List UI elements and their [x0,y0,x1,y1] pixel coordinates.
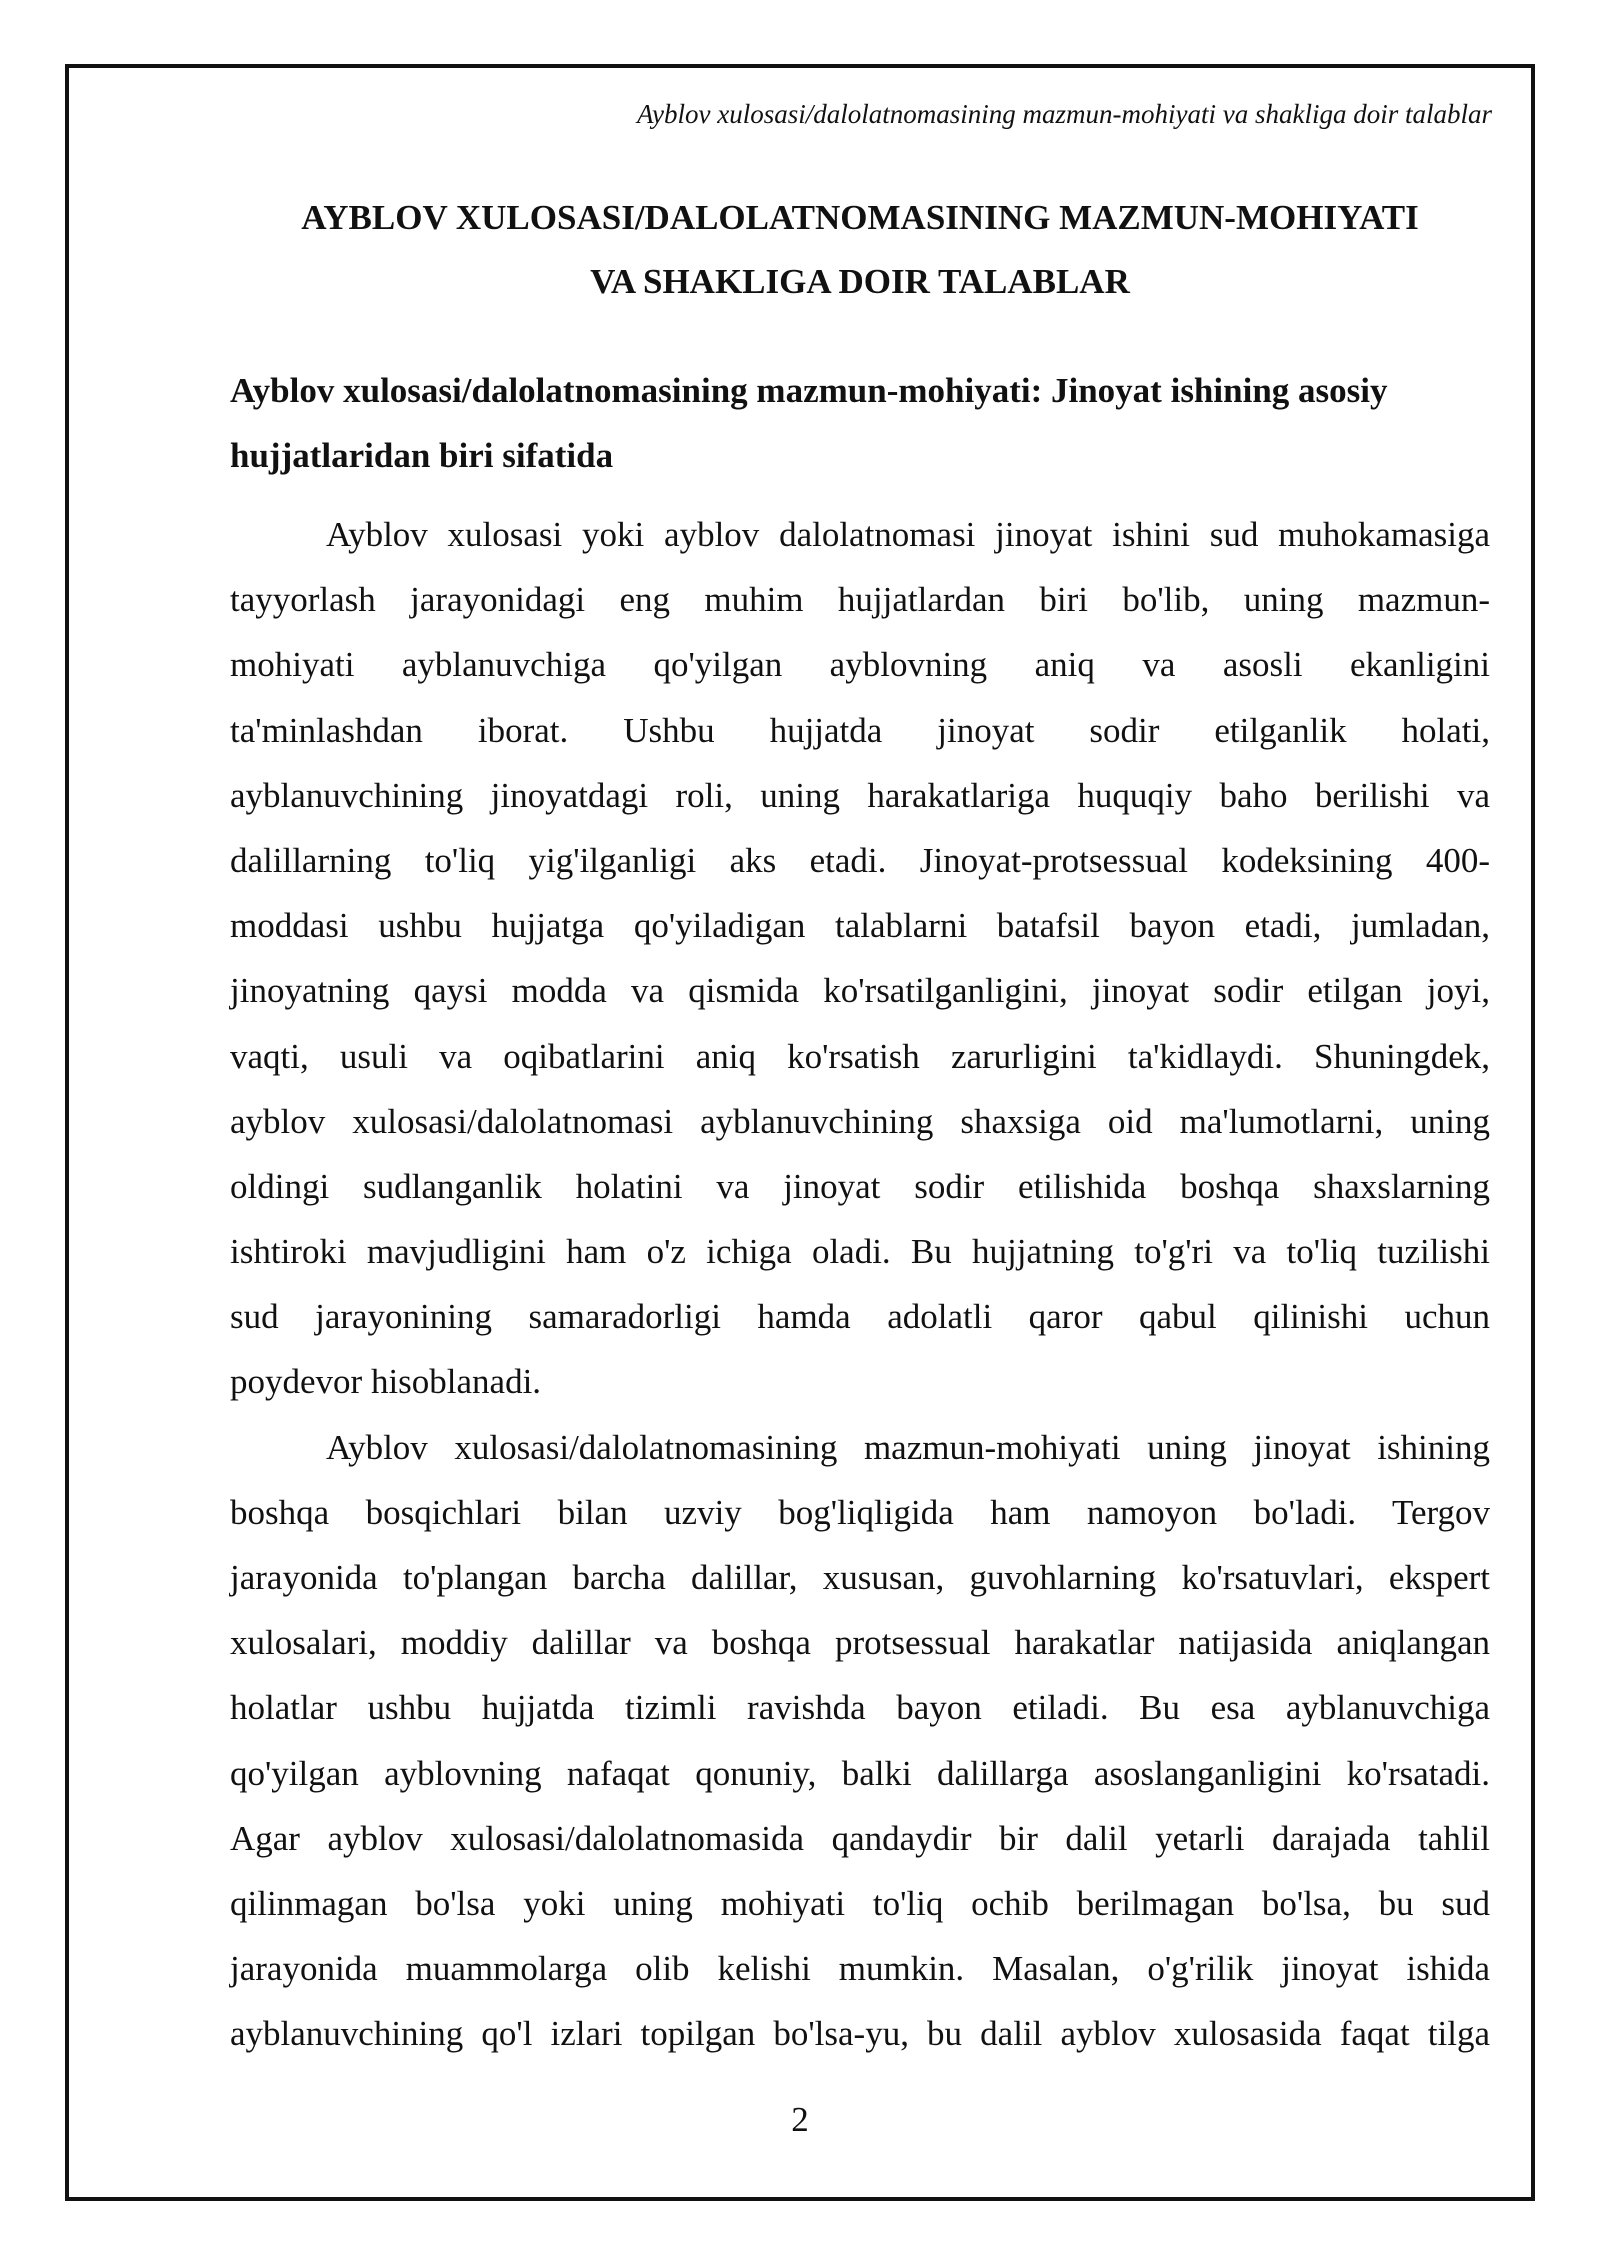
document-title [230,186,1490,314]
text-line: qilinmagan bo'lsa yoki uning mohiyati to'liq ochib berilmagan bo'lsa, bu sud [230,1883,1490,1923]
section-heading-line: hujjatlaridan biri sifatida [230,436,614,475]
text-line: dalillarning to'liq yig'ilganligi aks etadi. Jinoyat-protsessual kodeksining 400- [230,840,1490,880]
text-line: ayblanuvchining jinoyatdagi roli, uning harakatlariga huquqiy baho berilishi va [230,775,1490,815]
text-line: Agar ayblov xulosasi/dalolatnomasida qandaydir bir dalil yetarli darajada tahlil [230,1818,1490,1858]
text-line: oldingi sudlanganlik holatini va jinoyat sodir etilishida boshqa shaxslarning [230,1166,1490,1206]
text-line: holatlar ushbu hujjatda tizimli ravishda bayon etiladi. Bu esa ayblanuvchiga [230,1688,1490,1728]
text-line: ta'minlashdan iborat. Ushbu hujjatda jinoyat sodir etilganlik holati, [230,710,1490,750]
text-line: sud jarayonining samaradorligi hamda adolatli qaror qabul qilinishi uchun [230,1297,1490,1337]
text-line: ishtiroki mavjudligini ham o'z ichiga oladi. Bu hujjatning to'g'ri va to'liq tuzilishi [230,1232,1490,1272]
text-line: vaqti, usuli va oqibatlarini aniq ko'rsatish zarurligini ta'kidlaydi. Shuningdek, [230,1036,1490,1076]
paragraph-1 [230,502,1490,1415]
running-header: Ayblov xulosasi/dalolatnomasining mazmun-mohiyati va shakliga doir talablar [637,99,1492,129]
text-line: jarayonida to'plangan barcha dalillar, xususan, guvohlarning ko'rsatuvlari, ekspert [230,1558,1490,1597]
page-number: 2 [791,2100,809,2139]
text-line: jinoyatning qaysi modda va qismida ko'rsatilganligini, jinoyat sodir etilgan joyi, [230,971,1490,1011]
section-heading-line: Ayblov xulosasi/dalolatnomasining mazmun-mohiyati: Jinoyat ishining asosiy [230,371,1388,410]
text-line: moddasi ushbu hujjatga qo'yiladigan talablarni batafsil bayon etadi, jumladan, [230,906,1490,946]
text-line: xulosalari, moddiy dalillar va boshqa protsessual harakatlar natijasida aniqlangan [230,1623,1490,1663]
section-heading [230,358,1490,488]
text-line: ayblanuvchining qo'l izlari topilgan bo'lsa-yu, bu dalil ayblov xulosasida faqat tilga [230,2014,1490,2054]
text-line: Ayblov xulosasi/dalolatnomasining mazmun-mohiyati uning jinoyat ishining [326,1427,1490,1467]
text-line: Ayblov xulosasi yoki ayblov dalolatnomasi jinoyat ishini sud muhokamasiga [326,515,1490,554]
document-title-line: AYBLOV XULOSASI/DALOLATNOMASINING MAZMUN-MOHIYATI [301,198,1419,237]
text-line: boshqa bosqichlari bilan uzviy bog'liqligida ham namoyon bo'ladi. Tergov [230,1492,1490,1532]
body-text [230,502,1490,2067]
text-line: jarayonida muammolarga olib kelishi mumkin. Masalan, o'g'rilik jinoyat ishida [230,1949,1490,1989]
paragraph-2 [230,1415,1490,2067]
text-line: tayyorlash jarayonidagi eng muhim hujjatlardan biri bo'lib, uning mazmun- [230,580,1490,620]
text-line: poydevor hisoblanadi. [230,1362,542,1402]
text-line: ayblov xulosasi/dalolatnomasi ayblanuvchining shaxsiga oid ma'lumotlarni, uning [230,1101,1490,1141]
text-line: qo'yilgan ayblovning nafaqat qonuniy, balki dalillarga asoslanganligini ko'rsatadi. [230,1753,1490,1793]
document-title-line: VA SHAKLIGA DOIR TALABLAR [590,262,1130,301]
text-line: mohiyati ayblanuvchiga qo'yilgan ayblovning aniq va asosli ekanligini [230,645,1490,685]
